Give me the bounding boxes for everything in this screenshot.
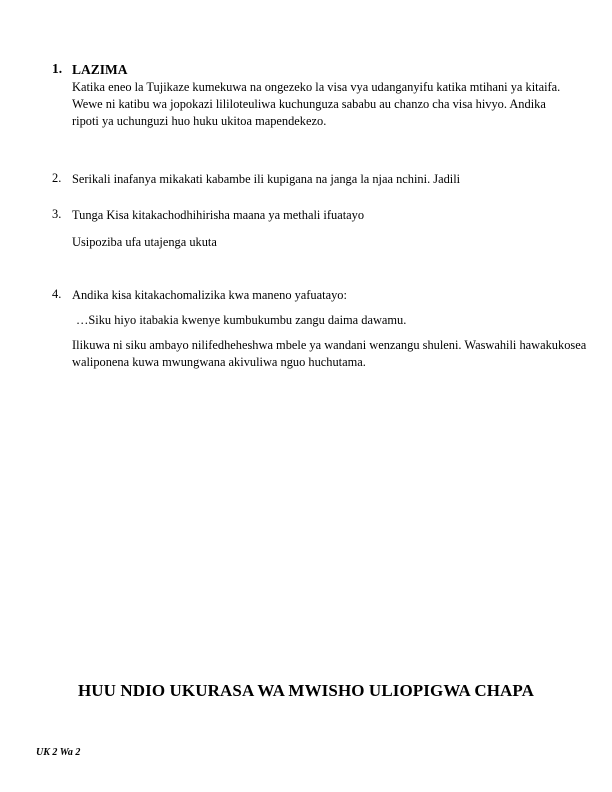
question-1 <box>52 61 592 130</box>
page-footer: UK 2 Wa 2 <box>36 747 81 758</box>
question-1-text: Katika eneo la Tujikaze kumekuwa na ongezeko la visa vya udanganyifu katika mtihani ya kitaifa. Wewe ni katibu wa jopokazi lililoteuliwa kuchunguza sababu au chanzo cha visa hivyo. Andika ripoti ya uchunguzi huo huku ukitoa mapendekezo. <box>72 80 561 128</box>
question-2-number: 2. <box>52 171 62 185</box>
question-2-text: Serikali inafanya mikakati kabambe ili kupigana na janga la njaa nchini. Jadili <box>72 172 461 186</box>
question-2-body <box>72 171 592 188</box>
question-2 <box>52 171 592 188</box>
question-4-number: 4. <box>52 287 62 301</box>
final-page-note: HUU NDIO UKURASA WA MWISHO ULIOPIGWA CHAPA <box>77 681 534 700</box>
question-3-number: 3. <box>52 207 62 221</box>
question-4-ending-line-1: …Siku hiyo itabakia kwenye kumbukumbu zangu daima dawamu. <box>76 313 407 327</box>
question-3-proverb: Usipoziba ufa utajenga ukuta <box>72 235 217 249</box>
question-4-body <box>72 287 592 371</box>
question-1-title: LAZIMA <box>72 62 128 77</box>
question-3-body <box>72 207 592 251</box>
question-1-body <box>72 61 592 130</box>
question-4-text: Andika kisa kitakachomalizika kwa maneno yafuatayo: <box>72 288 347 302</box>
question-3-text: Tunga Kisa kitakachodhihirisha maana ya methali ifuatayo <box>72 208 365 222</box>
question-1-number: 1. <box>52 61 63 76</box>
question-3 <box>52 207 592 251</box>
question-4 <box>52 287 592 371</box>
question-4-ending-line-2: Ilikuwa ni siku ambayo nilifedheheshwa mbele ya wandani wenzangu shuleni. Waswahili hawakukosea waliponena kuwa mwungwana akivuliwa nguo huchutama. <box>72 338 587 369</box>
